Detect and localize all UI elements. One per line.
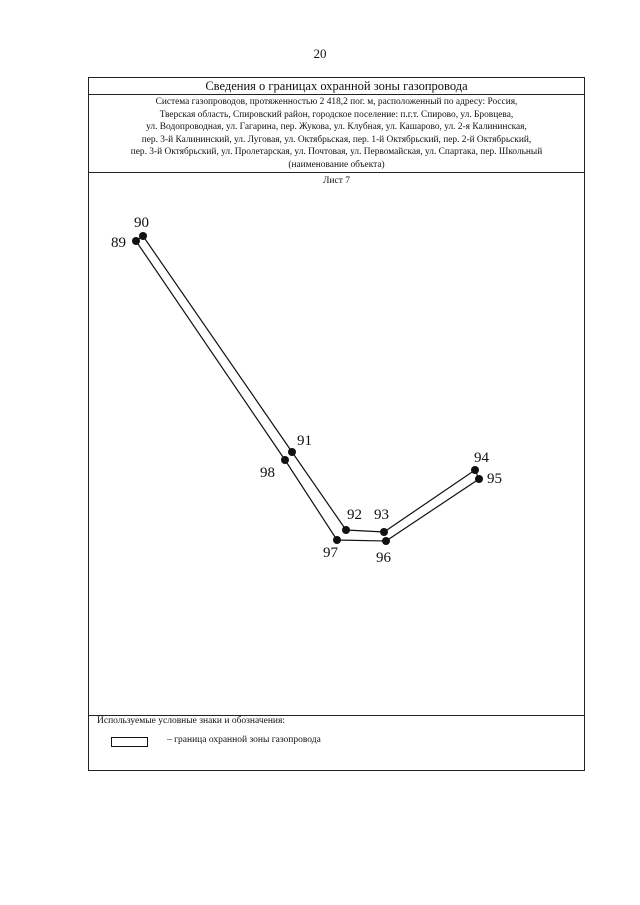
description-line: Тверская область, Спировский район, городское поселение: п.г.т. Спирово, ул. Бровцева, — [159, 109, 514, 120]
label-89: 89 — [111, 235, 126, 251]
sheet-label: Лист 7 — [322, 176, 351, 186]
description-line: пер. 3-й Октябрьский, ул. Пролетарская, ул. Почтовая, ул. Первомайская, ул. Спартака, пер. Школьный — [130, 147, 543, 157]
page-number: 20 — [313, 46, 327, 61]
label-95: 95 — [487, 471, 502, 487]
description-line: ул. Водопроводная, ул. Гагарина, пер. Жукова, ул. Клубная, ул. Кашарово, ул. 2-я Калининская, — [146, 122, 527, 132]
label-91: 91 — [297, 433, 312, 449]
legend-item-text: – граница охранной зоны газопровода — [167, 735, 321, 745]
label-94: 94 — [474, 450, 489, 466]
label-92: 92 — [347, 507, 362, 523]
label-97: 97 — [323, 545, 338, 561]
description-caption: (наименование объекта) — [288, 159, 385, 170]
description-line: Система газопроводов, протяженностью 2 418,2 пог. м, расположенный по адресу: Россия, — [155, 97, 518, 107]
section-divider — [89, 172, 584, 173]
legend-boundary-swatch — [111, 737, 148, 747]
label-93: 93 — [374, 507, 389, 523]
object-description — [93, 96, 580, 171]
legend-title: Используемые условные знаки и обозначения: — [97, 716, 286, 726]
label-98: 98 — [260, 465, 275, 481]
document-frame — [88, 77, 585, 771]
label-96: 96 — [376, 550, 391, 566]
description-line: пер. 3-й Калининский, ул. Луговая, ул. Октябрьская, пер. 1-й Октябрьский, пер. 2-й Октябрьский, — [141, 134, 532, 145]
document-title: Сведения о границах охранной зоны газопровода — [89, 78, 584, 95]
label-90: 90 — [134, 215, 149, 231]
